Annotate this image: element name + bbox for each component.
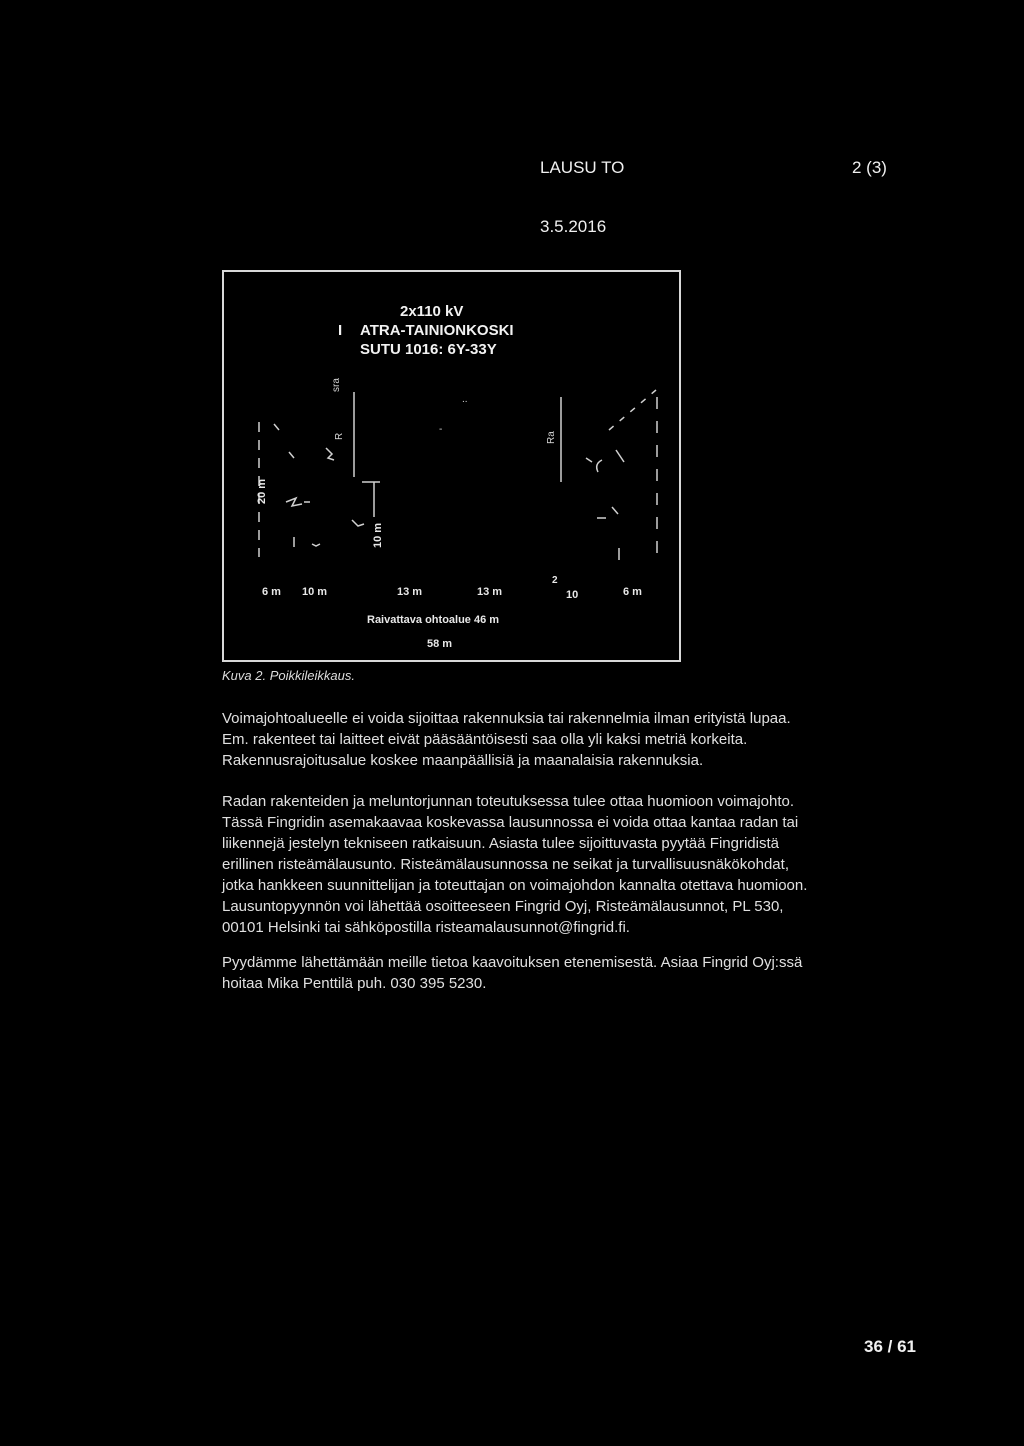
- text-line: 00101 Helsinki tai sähköpostilla risteamalausunnot@fingrid.fi.: [222, 919, 630, 936]
- text-line: Pyydämme lähettämään meille tietoa kaavoituksen etenemisestä. Asiaa Fingrid Oyj:ssä: [222, 954, 803, 971]
- dot-mark: ..: [462, 394, 468, 405]
- text-line: Lausuntopyynnön voi lähettää osoitteeseen Fingrid Oyj, Risteämälausunnot, PL 530,: [222, 898, 784, 915]
- text-line: erillinen risteämälausunto. Risteämälausunnossa ne seikat ja turvallisuusnäkökohdat,: [222, 856, 789, 873]
- center-height-label: 10 m: [372, 522, 384, 548]
- dimension-label: 6 m: [262, 586, 281, 598]
- left-pole-label: R: [334, 432, 345, 440]
- text-line: hoitaa Mika Penttilä puh. 030 395 5230.: [222, 975, 487, 992]
- total-width-label: 58 m: [427, 638, 453, 650]
- cross-section-figure: [222, 270, 681, 662]
- right-arc-mark: [597, 460, 602, 472]
- text-line: liikennejä jestelyn tekniseen ratkaisuun. Asiasta tulee sijoittuvasta pyytää Fingridistä: [222, 835, 779, 852]
- dimension-label: 10 m: [302, 586, 328, 598]
- right-mark: [616, 450, 624, 462]
- figure-title-line-id: SUTU 1016: 6Y-33Y: [360, 341, 497, 358]
- left-squiggle-mark: [326, 448, 334, 460]
- dimension-label: 13 m: [477, 586, 503, 598]
- right-pole-label: Ra: [546, 431, 557, 444]
- text-line: Rakennusrajoitusalue koskee maanpäällisiä ja maanalaisia rakennuksia.: [222, 752, 704, 769]
- text-line: Radan rakenteiden ja meluntorjunnan toteutuksessa tulee ottaa huomioon voimajohto.: [222, 793, 795, 810]
- figure-title-voltage: 2x110 kV: [400, 303, 464, 320]
- dimension-superscript: 2: [552, 575, 558, 586]
- paragraph-railway: [222, 791, 922, 938]
- text-line: Tässä Fingridin asemakaavaa koskevassa lausunnossa ei voida ottaa kantaa radan tai: [222, 814, 799, 831]
- right-mark: [586, 458, 592, 462]
- clearing-area-label: Raivattava ohtoalue 46 m: [367, 614, 500, 626]
- right-diagonal-line: [609, 390, 656, 430]
- document-date: 3.5.2016: [540, 217, 607, 236]
- left-marker-mark: [274, 424, 279, 430]
- dimension-label: 10: [566, 589, 579, 601]
- text-line: jotka hankkeen suunnittelijan ja toteuttajan on voimajohdon kannalta otettava huomioon.: [222, 877, 808, 894]
- dimension-label: 13 m: [397, 586, 423, 598]
- page-of-indicator: 2 (3): [852, 158, 887, 177]
- dot-mark: -: [439, 424, 443, 435]
- left-height-label: 20 m: [256, 478, 268, 504]
- left-arrow-glyph: [286, 498, 302, 506]
- dimension-label: 6 m: [623, 586, 642, 598]
- figure-title-prefix: I: [338, 322, 343, 339]
- text-line: Em. rakenteet tai laitteet eivät pääsääntöisesti saa olla yli kaksi metriä korkeita.: [222, 731, 748, 748]
- paragraph-restrictions: [222, 708, 922, 771]
- left-pole-label: sra: [331, 378, 342, 392]
- left-marker-mark: [289, 452, 294, 458]
- right-mark: [612, 507, 618, 514]
- figure-title-line-name: ATRA-TAINIONKOSKI: [360, 322, 514, 339]
- text-line: Voimajohtoalueelle ei voida sijoittaa rakennuksia tai rakennelmia ilman erityistä lupaa.: [222, 710, 791, 727]
- left-small-mark: [312, 544, 320, 546]
- left-small-mark: [352, 520, 364, 526]
- page-number: 36 / 61: [864, 1337, 916, 1356]
- document-type: LAUSU TO: [540, 158, 625, 177]
- paragraph-contact: [222, 952, 922, 994]
- figure-caption: Kuva 2. Poikkileikkaus.: [222, 668, 355, 683]
